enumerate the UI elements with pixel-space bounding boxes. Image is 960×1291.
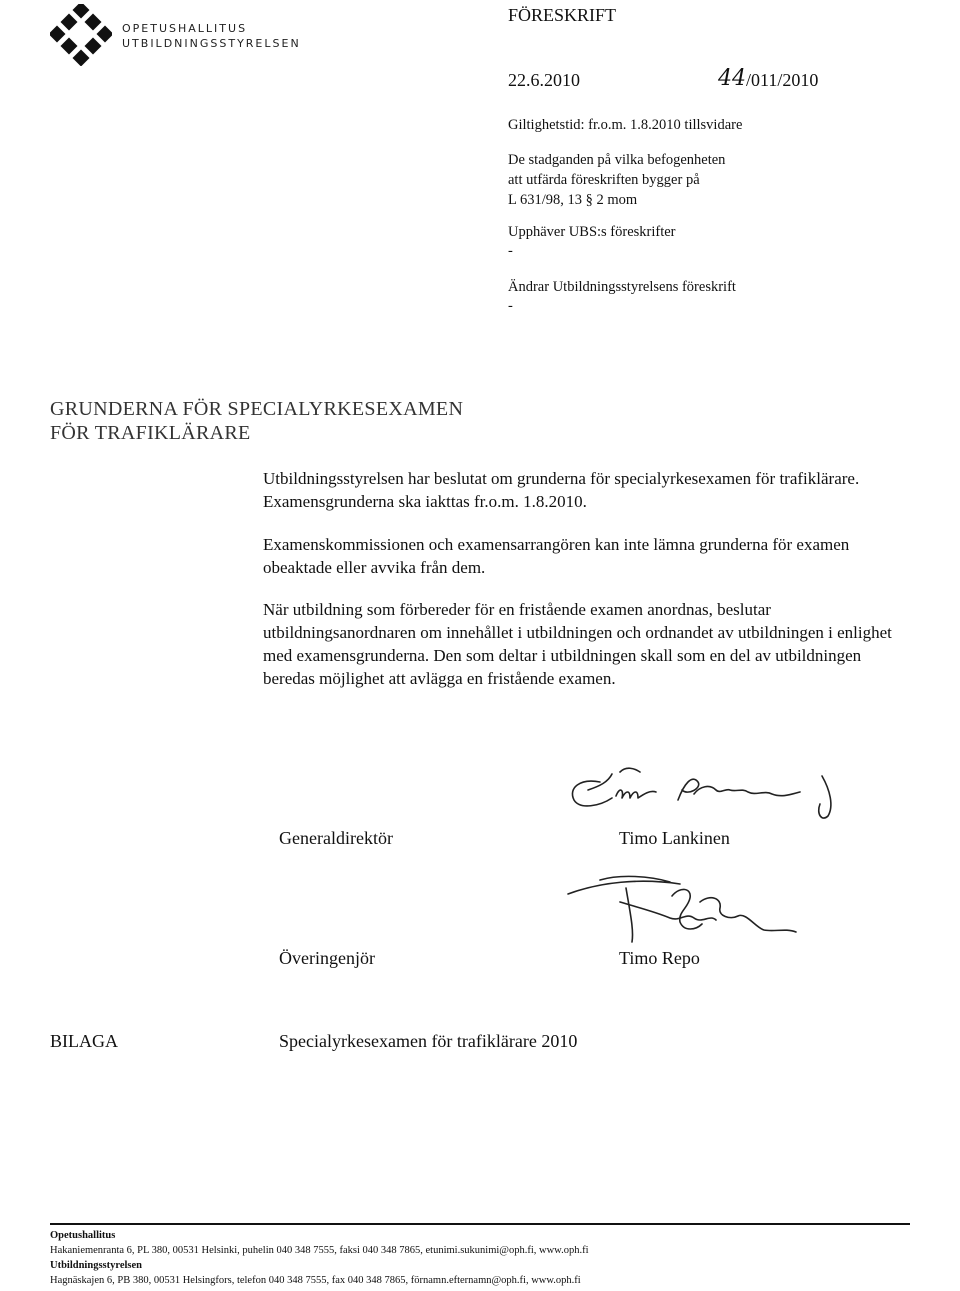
repeals-label: Upphäver UBS:s föreskrifter [508,224,676,240]
paragraph-training: När utbildning som förbereder för en fristående examen anordnas, beslutar utbildningsanordnaren om innehållet i utbildningen och ordnandet av utbildningen i enlighet med examensgrunderna. Den som deltar i utbildningen skall som en del av utbildningen beredas möjlighet att avlägga en fristående examen. [263,600,892,688]
repeals-value: - [508,243,513,259]
amends-value: - [508,298,513,314]
opetushallitus-logo-icon [50,4,112,71]
validity-period: Giltighetstid: fr.o.m. 1.8.2010 tillsvidare [508,117,743,133]
footer-org-finnish: Opetushallitus [50,1230,116,1241]
appendix-label: BILAGA [50,1031,118,1051]
footer-address-finnish: Hakaniemenranta 6, PL 380, 00531 Helsinki, puhelin 040 348 7555, faksi 040 348 7865, etunimi.sukunimi@oph.fi, www.oph.fi [50,1245,589,1256]
handwritten-reference-number: 44 [718,66,746,91]
authority-line-1: De stadganden på vilka befogenheten [508,152,726,168]
authority-line-2: att utfärda föreskriften bygger på [508,172,700,188]
footer-divider [50,1223,910,1225]
signature-timo-lankinen [560,760,850,835]
document-title-line-1: GRUNDERNA FÖR SPECIALYRKESEXAMEN [50,398,464,420]
reference-number: /011/2010 [746,70,819,90]
org-name-swedish: UTBILDNINGSSTYRELSEN [122,37,301,50]
signatory-2-name: Timo Repo [619,948,700,968]
paragraph-decision: Utbildningsstyrelsen har beslutat om grunderna för specialyrkesexamen för trafiklärare. Examensgrunderna ska iakttas fr.o.m. 1.8.2010. [263,469,860,511]
document-date: 22.6.2010 [508,70,580,90]
signatory-2-role: Överingenjör [279,948,375,968]
org-name-finnish: OPETUSHALLITUS [122,22,248,35]
document-type: FÖRESKRIFT [508,5,617,25]
paragraph-commission: Examenskommissionen och examensarrangören kan inte lämna grunderna för examen obeaktade eller avvika från dem. [263,535,850,577]
amends-label: Ändrar Utbildningsstyrelsens föreskrift [508,279,736,295]
appendix-title: Specialyrkesexamen för trafiklärare 2010 [279,1031,578,1051]
signatory-1-name: Timo Lankinen [619,828,730,848]
document-title-line-2: FÖR TRAFIKLÄRARE [50,422,251,444]
signature-timo-repo [560,872,820,957]
signatory-1-role: Generaldirektör [279,828,393,848]
footer-org-swedish: Utbildningsstyrelsen [50,1260,142,1271]
footer-address-swedish: Hagnäskajen 6, PB 380, 00531 Helsingfors, telefon 040 348 7555, fax 040 348 7865, förnamn.efternamn@oph.fi, www.oph.fi [50,1275,581,1286]
authority-line-3: L 631/98, 13 § 2 mom [508,192,638,208]
